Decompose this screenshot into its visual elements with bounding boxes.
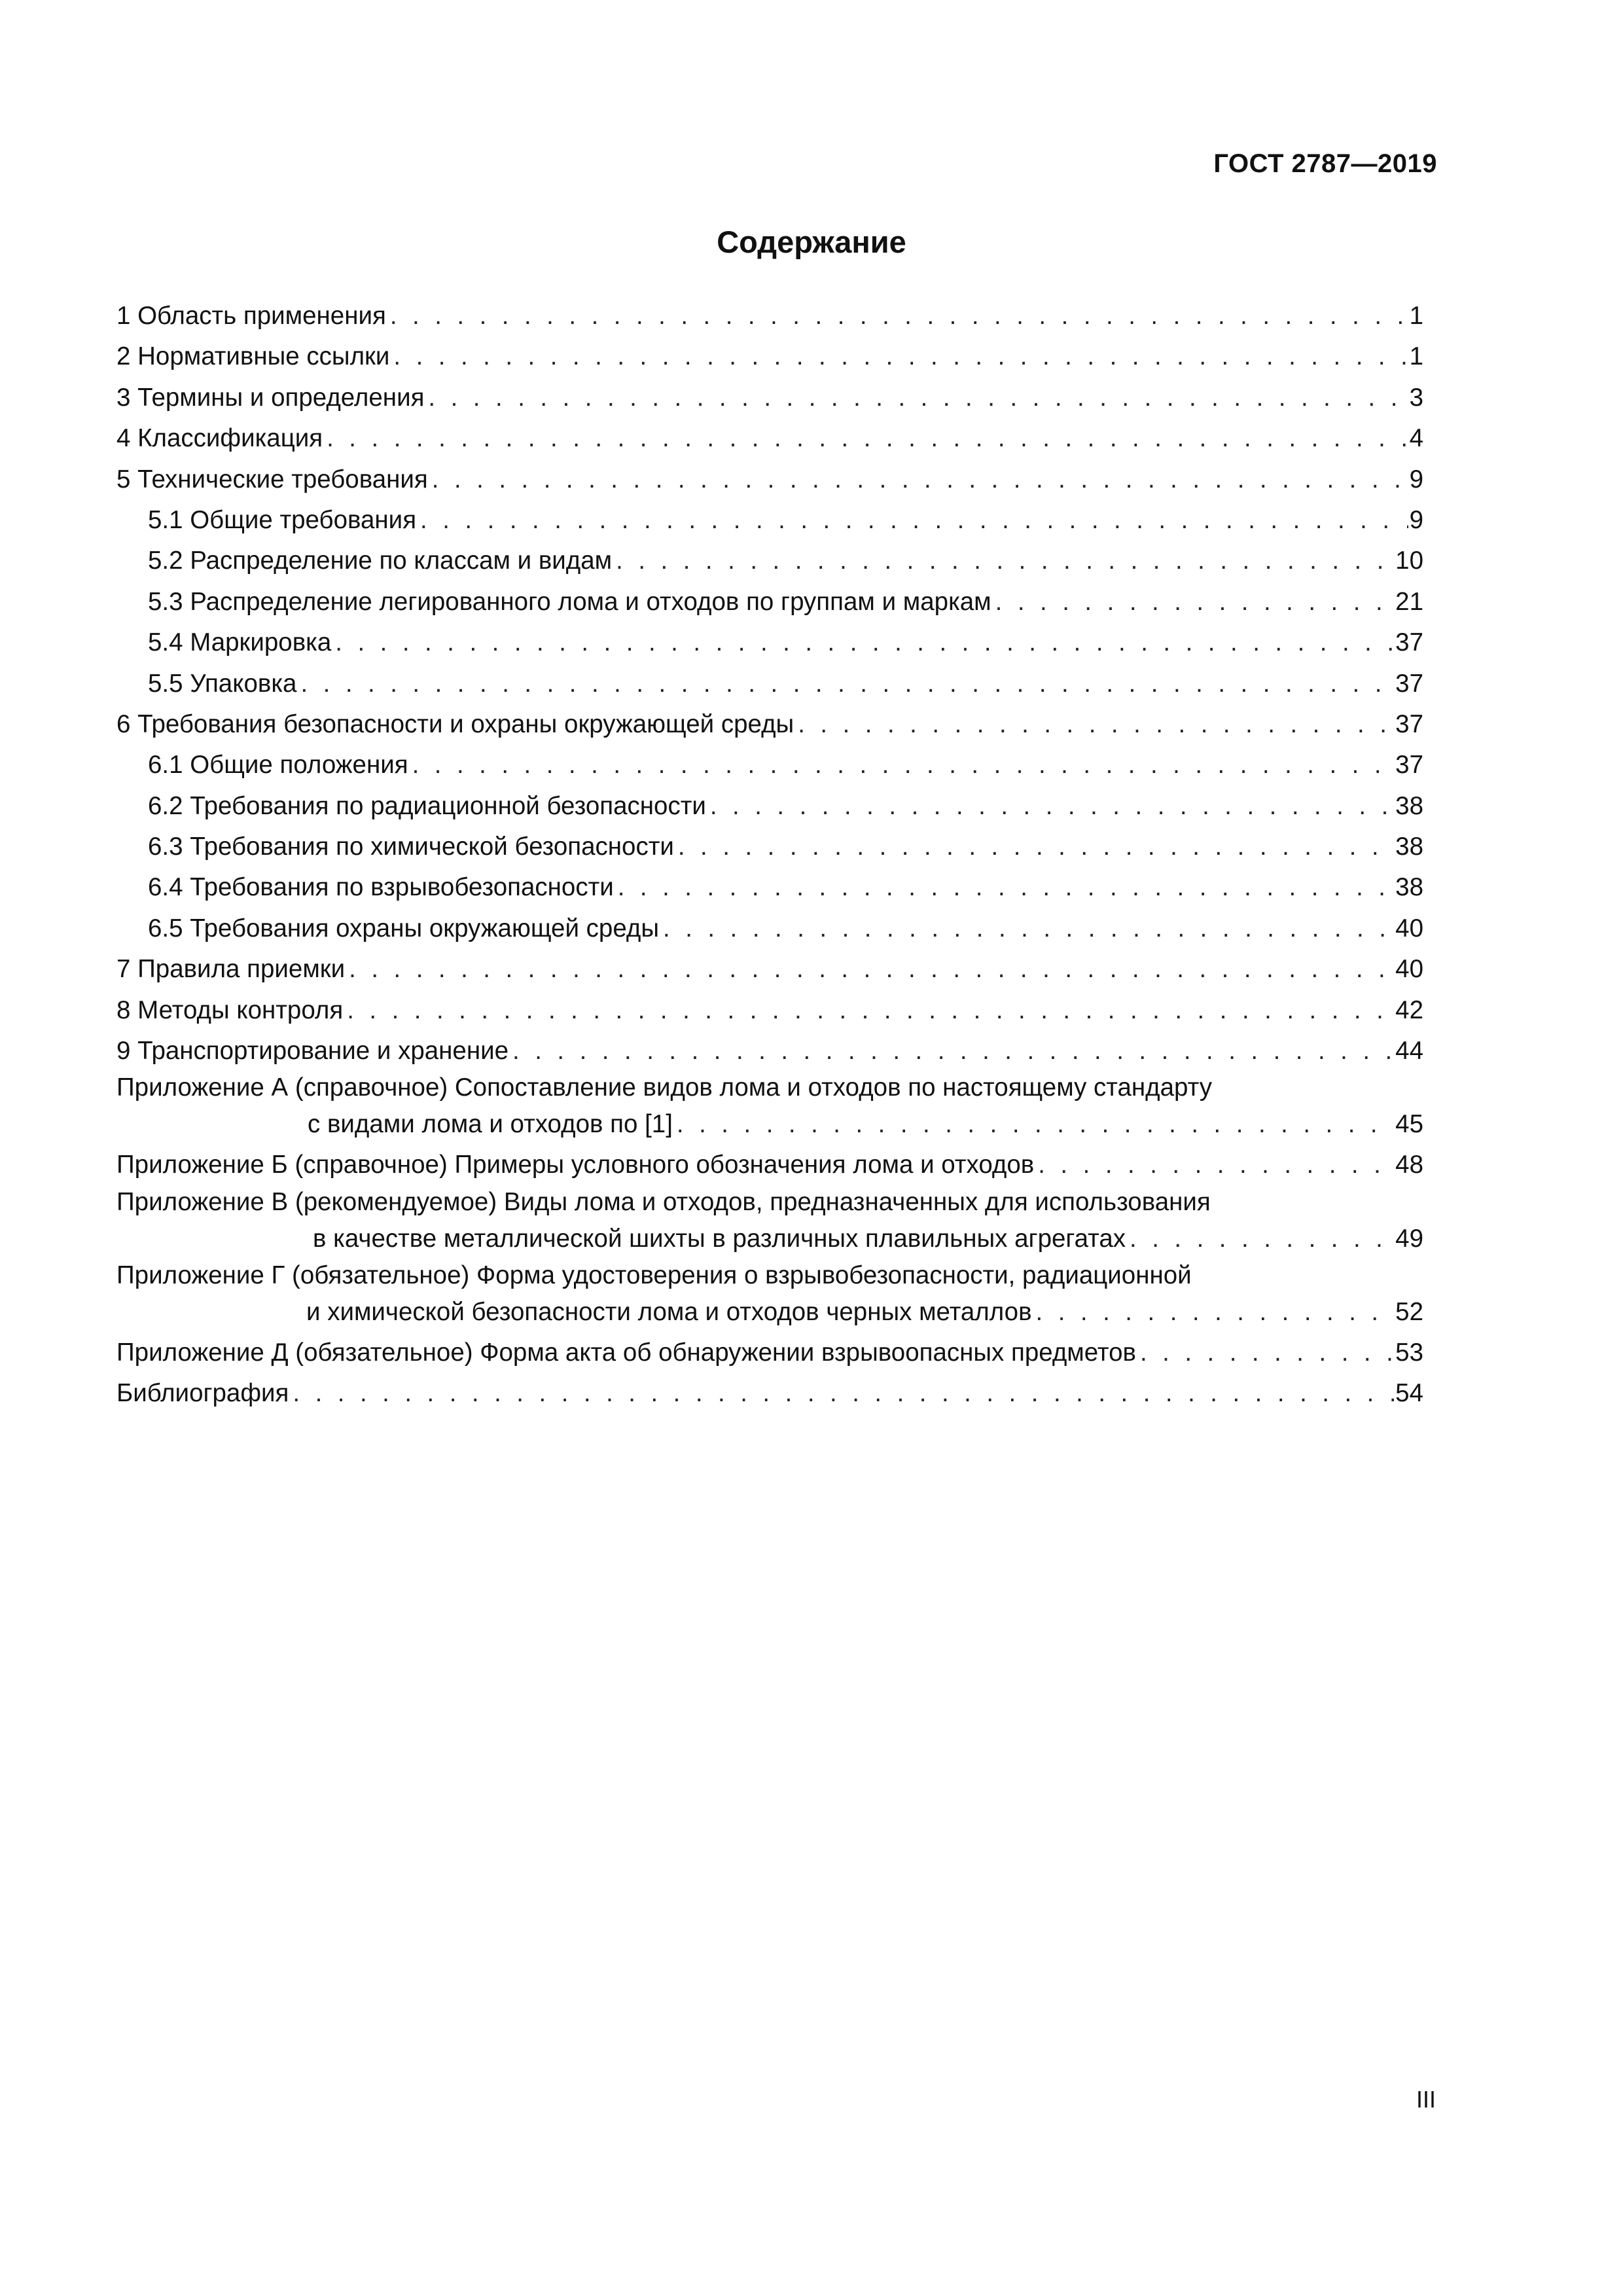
- toc-leader: [512, 1031, 1394, 1071]
- toc-page-number: 40: [1395, 914, 1423, 942]
- toc-entry-text: Приложение Д (обязательное) Форма акта об обнаружении взрывоопасных предметов: [116, 1338, 1136, 1367]
- toc-leader: [412, 745, 1395, 785]
- toc-entry-text: 6 Требования безопасности и охраны окружающей среды: [116, 709, 794, 738]
- toc-page-number: 42: [1395, 996, 1423, 1024]
- toc-entry-text: 5.4 Маркировка: [148, 628, 332, 657]
- toc-entry-text: 3 Термины и определения: [116, 383, 425, 412]
- toc-leader: [393, 336, 1408, 377]
- toc-leader: [335, 622, 1394, 663]
- toc-leader: [798, 704, 1394, 745]
- toc-entry-text: 5.5 Упаковка: [148, 669, 297, 698]
- toc-entry-text: 6.3 Требования по химической безопасности: [148, 833, 674, 861]
- toc-appendix-a-line2[interactable]: [116, 1104, 1423, 1145]
- toc-subentry[interactable]: [116, 908, 1423, 949]
- toc-page-number: 38: [1395, 791, 1423, 820]
- toc-leader: [420, 500, 1408, 541]
- toc-entry-text: 6.1 Общие положения: [148, 751, 408, 780]
- toc-subentry[interactable]: [116, 622, 1423, 663]
- toc-entry[interactable]: [116, 1373, 1423, 1414]
- toc-leader: [327, 418, 1408, 459]
- toc-leader: [677, 1104, 1394, 1145]
- toc-leader: [1038, 1145, 1394, 1185]
- toc-appendix-v-line1[interactable]: [116, 1186, 1423, 1219]
- toc-subentry[interactable]: [116, 867, 1423, 908]
- toc-subentry[interactable]: [116, 541, 1423, 581]
- toc-entry[interactable]: [116, 296, 1423, 336]
- toc-page-number: 9: [1409, 465, 1423, 493]
- toc-entry-text: 7 Правила приемки: [116, 955, 346, 984]
- toc-subentry[interactable]: [116, 582, 1423, 622]
- document-code: ГОСТ 2787—2019: [1213, 149, 1437, 178]
- toc-entry-text: Приложение В (рекомендуемое) Виды лома и отходов, предназначенных для использования: [116, 1187, 1211, 1216]
- toc-page-number: 37: [1395, 751, 1423, 780]
- toc-entry[interactable]: [116, 704, 1423, 745]
- toc-page-number: 45: [1395, 1110, 1423, 1139]
- toc-subentry[interactable]: [116, 745, 1423, 785]
- toc-appendix-g-line2[interactable]: [116, 1292, 1423, 1333]
- toc-entry[interactable]: [116, 1145, 1423, 1185]
- toc-leader: [293, 1373, 1394, 1414]
- table-of-contents: [116, 296, 1423, 1414]
- toc-page-number: 37: [1395, 669, 1423, 698]
- toc-page-number: 1: [1409, 342, 1423, 371]
- toc-leader: [678, 827, 1394, 867]
- toc-entry-text: 6.5 Требования охраны окружающей среды: [148, 914, 660, 942]
- toc-page-number: 38: [1395, 833, 1423, 861]
- toc-entry-text: 5.1 Общие требования: [148, 505, 417, 534]
- toc-appendix-v-line2[interactable]: [116, 1219, 1423, 1259]
- toc-entry-text: 6.2 Требования по радиационной безопасности: [148, 791, 706, 820]
- toc-leader: [347, 990, 1394, 1031]
- toc-page-number: 37: [1395, 628, 1423, 657]
- toc-leader: [616, 541, 1394, 581]
- toc-page-number: 21: [1395, 587, 1423, 616]
- toc-entry-text: 5.3 Распределение легированного лома и отходов по группам и маркам: [148, 587, 991, 616]
- toc-entry[interactable]: [116, 336, 1423, 377]
- toc-title: Содержание: [717, 224, 906, 259]
- toc-leader: [432, 459, 1408, 500]
- toc-appendix-g-line1[interactable]: [116, 1259, 1423, 1292]
- toc-entry-text: 2 Нормативные ссылки: [116, 342, 390, 371]
- toc-entry-continuation: в качестве металлической шихты в различных плавильных агрегатах: [313, 1224, 1126, 1253]
- toc-leader: [1130, 1219, 1394, 1259]
- toc-page-number: 1: [1409, 302, 1423, 330]
- toc-leader: [710, 786, 1394, 827]
- toc-subentry[interactable]: [116, 786, 1423, 827]
- toc-entry[interactable]: [116, 1333, 1423, 1373]
- toc-entry-text: 5 Технические требования: [116, 465, 428, 493]
- toc-leader: [390, 296, 1408, 336]
- toc-entry-continuation: с видами лома и отходов по [1]: [308, 1110, 673, 1139]
- toc-entry[interactable]: [116, 418, 1423, 459]
- toc-entry-text: 9 Транспортирование и хранение: [116, 1037, 509, 1066]
- toc-entry-text: 6.4 Требования по взрывобезопасности: [148, 873, 614, 902]
- toc-page-number: 44: [1395, 1037, 1423, 1066]
- toc-entry-text: 4 Классификация: [116, 424, 323, 453]
- toc-leader: [618, 867, 1394, 908]
- toc-page-number: 3: [1409, 383, 1423, 412]
- toc-leader: [1140, 1333, 1394, 1373]
- toc-leader: [300, 664, 1394, 704]
- toc-entry-text: 5.2 Распределение по классам и видам: [148, 547, 613, 575]
- toc-leader: [1036, 1292, 1395, 1333]
- toc-leader: [428, 378, 1408, 418]
- toc-entry-text: Приложение Б (справочное) Примеры условного обозначения лома и отходов: [116, 1151, 1035, 1179]
- toc-page-number: 53: [1395, 1338, 1423, 1367]
- toc-page-number: 4: [1409, 424, 1423, 453]
- toc-leader: [663, 908, 1394, 949]
- toc-page-number: 9: [1409, 505, 1423, 534]
- toc-subentry[interactable]: [116, 827, 1423, 867]
- toc-entry[interactable]: [116, 949, 1423, 990]
- toc-entry-text: Библиография: [116, 1379, 289, 1408]
- page-number: III: [1416, 2086, 1436, 2113]
- toc-leader: [349, 949, 1394, 990]
- toc-page-number: 10: [1395, 547, 1423, 575]
- toc-page-number: 54: [1395, 1379, 1423, 1408]
- toc-entry-text: 8 Методы контроля: [116, 996, 344, 1024]
- toc-page-number: 52: [1395, 1297, 1423, 1326]
- toc-entry-text: Приложение Г (обязательное) Форма удостоверения о взрывобезопасности, радиационной: [116, 1261, 1192, 1289]
- toc-page-number: 49: [1395, 1224, 1423, 1253]
- toc-entry[interactable]: [116, 990, 1423, 1031]
- toc-page-number: 48: [1395, 1151, 1423, 1179]
- toc-entry-continuation: и химической безопасности лома и отходов черных металлов: [306, 1297, 1032, 1326]
- toc-entry-text: 1 Область применения: [116, 302, 386, 330]
- toc-page-number: 38: [1395, 873, 1423, 902]
- toc-entry[interactable]: [116, 459, 1423, 500]
- toc-entry-text: Приложение А (справочное) Сопоставление видов лома и отходов по настоящему стандарту: [116, 1073, 1212, 1102]
- toc-subentry[interactable]: [116, 500, 1423, 541]
- toc-entry[interactable]: [116, 1031, 1423, 1071]
- toc-appendix-a-line1[interactable]: [116, 1071, 1423, 1104]
- toc-page-number: 37: [1395, 709, 1423, 738]
- toc-page-number: 40: [1395, 955, 1423, 984]
- toc-subentry[interactable]: [116, 664, 1423, 704]
- toc-entry[interactable]: [116, 378, 1423, 418]
- toc-leader: [995, 582, 1395, 622]
